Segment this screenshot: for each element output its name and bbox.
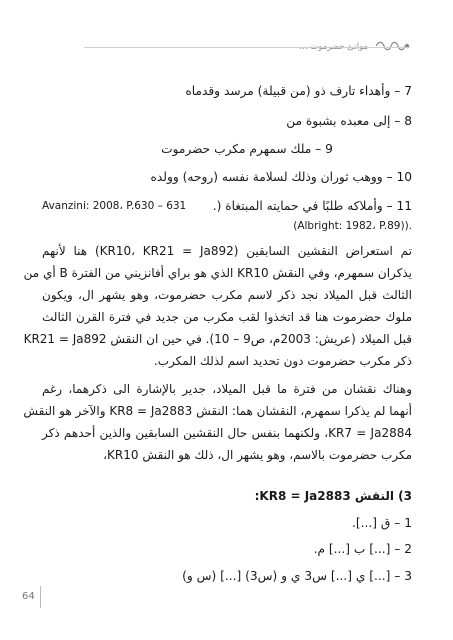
- list-item-11-text: 11 – وأملاكه طلبًا في حمايته المبتغاة (.: [212, 199, 412, 213]
- paragraph-1: [23, 240, 413, 372]
- paragraph-line: مكرب حضرموت بالاسم، وهو يشهر ال، ذلك هو النقش KR10،: [103, 448, 412, 462]
- paragraph-line: وهناك نقشان من فترة ما قبل الميلاد، جدير بالإشارة الى ذكرهما، رغم: [42, 382, 412, 396]
- inscription-line-3: 3 – [...] ي [...] س3 ي و (س3) [...] (س و): [182, 569, 412, 583]
- list-item-8: 8 – إلى معبده بشبوة من: [286, 114, 412, 128]
- inscription-line-2: 2 – [...] ب [...] م.: [313, 542, 412, 556]
- page-header: [255, 36, 410, 56]
- citation-albright: [42, 215, 412, 237]
- list-item-9: 9 – ملك سمهرم مكرب حضرموت: [161, 142, 333, 156]
- footer-rule: [40, 586, 41, 608]
- paragraph-line: KR7 = Ja2884، ولكنهما بنفس حال النقشين السابقين والذين أحدهم ذكر: [42, 426, 412, 440]
- page-number: 64: [22, 591, 35, 602]
- paragraph-line: ملوك حضرموت هنا قد اتخذوا لقب مكرب من جديد في فترة القرن الثالث: [42, 310, 412, 324]
- list-item-11: [42, 195, 412, 217]
- citation-albright-text: (Albright: 1982، P.89)).: [293, 220, 412, 232]
- paragraph-line: ذكر مكرب حضرموت دون تحديد اسم لذلك المكرب.: [153, 354, 412, 368]
- running-head: موانئ حضرموت ...: [299, 42, 368, 52]
- paragraph-line: الثالث قبل الميلاد نجد ذكر لاسم مكرب حضرموت، وهو يشهر ال، ويكون: [42, 288, 412, 302]
- ornament-icon: [374, 39, 410, 53]
- header-rule: [84, 47, 410, 48]
- paragraph-line: تم استعراض النقشين السابقين (KR10، KR21 = Ja892) هنا لأنهم: [42, 244, 413, 258]
- paragraph-line: يذكران سمهرم، وفي النقش KR10 الذي هو براي أفانزيني من الفترة B أي من: [23, 266, 412, 280]
- inscription-line-1: 1 – ق [...].: [352, 516, 412, 530]
- citation-avanzini: Avanzini: 2008، P.630 – 631: [42, 200, 187, 212]
- list-item-10: 10 – ووهب ثوران وذلك لسلامة نفسه (روحه) وولده: [150, 170, 412, 184]
- list-item-7: 7 – وأهداء تارف ذو (من قبيلة) مرسد وقدماه: [185, 84, 412, 98]
- paragraph-2: [23, 378, 412, 466]
- paragraph-line: قبل الميلاد (عريش: 2003م، ص9 – 10). في حين ان النقش KR21 = Ja892: [23, 332, 412, 346]
- paragraph-line: أنهما لم يذكرا سمهرم، النقشان هما: النقش KR8 = Ja2883 والآخر هو النقش: [23, 404, 412, 418]
- section-heading: 3) النقش KR8 = Ja2883:: [254, 489, 412, 503]
